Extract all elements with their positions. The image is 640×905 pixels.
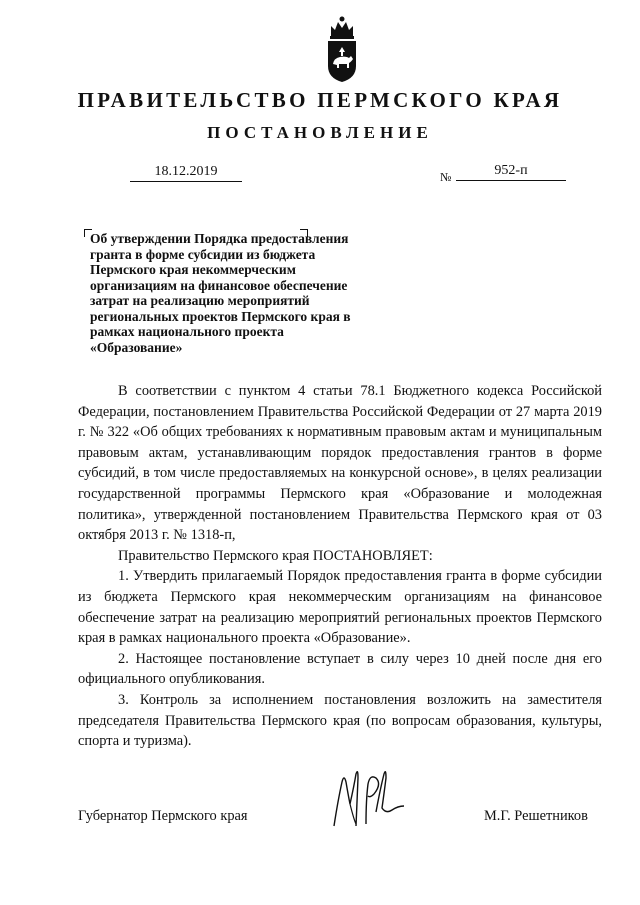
resolves-paragraph: Правительство Пермского края ПОСТАНОВЛЯЕТ:: [118, 547, 433, 564]
signatory-name: М.Г. Решетников: [484, 808, 588, 824]
document-number: 952-п: [456, 163, 566, 181]
preamble-paragraph: В соответствии с пунктом 4 статьи 78.1 Бюджетного кодекса Российской Федерации, постановлением Правительства Российской Федерации от 27 марта 2019 г. № 322 «Об общих требованиях к нормативным правовым актам и муниципальным правовым актам, устанавливающим порядок предоставления грантов в форме субсидий, в том числе предоставляемых на конкурсной основе», в целях реализации государственной программы Пермского края «Образование и молодежная политика», утвержденной постановлением Правительства Пермского края от 03 октября 2013 г. № 1318-п,: [78, 383, 602, 544]
government-title: ПРАВИТЕЛЬСТВО ПЕРМСКОГО КРАЯ: [77, 88, 563, 112]
item-1-paragraph: 1. Утвердить прилагаемый Порядок предоставления гранта в форме субсидии из бюджета Пермского края некоммерческим организациям на финансовое обеспечение затрат на реализацию мероприятий региональных проектов Пермского края в рамках национального проекта «Образование».: [78, 568, 602, 647]
document-subject: Об утверждении Порядка предоставления гранта в форме субсидии из бюджета Пермского края некоммерческим организациям на финансовое обеспечение затрат на реализацию мероприятий региональных проектов Пермского края в рамках национального проекта «Образование»: [90, 231, 351, 355]
handwritten-signature: [320, 760, 410, 832]
document-body: [78, 381, 602, 752]
coat-of-arms-icon: [322, 14, 362, 86]
document-date: 18.12.2019: [130, 164, 242, 182]
document-type: ПОСТАНОВЛЕНИЕ: [207, 123, 433, 142]
item-2-paragraph: 2. Настоящее постановление вступает в силу через 10 дней после дня его официального опубликования.: [78, 650, 602, 688]
item-3-paragraph: 3. Контроль за исполнением постановления возложить на заместителя председателя Правительства Пермского края (по вопросам образования, культуры, спорта и туризма).: [78, 691, 602, 750]
signatory-title: Губернатор Пермского края: [78, 808, 248, 824]
number-sign: №: [440, 170, 452, 184]
